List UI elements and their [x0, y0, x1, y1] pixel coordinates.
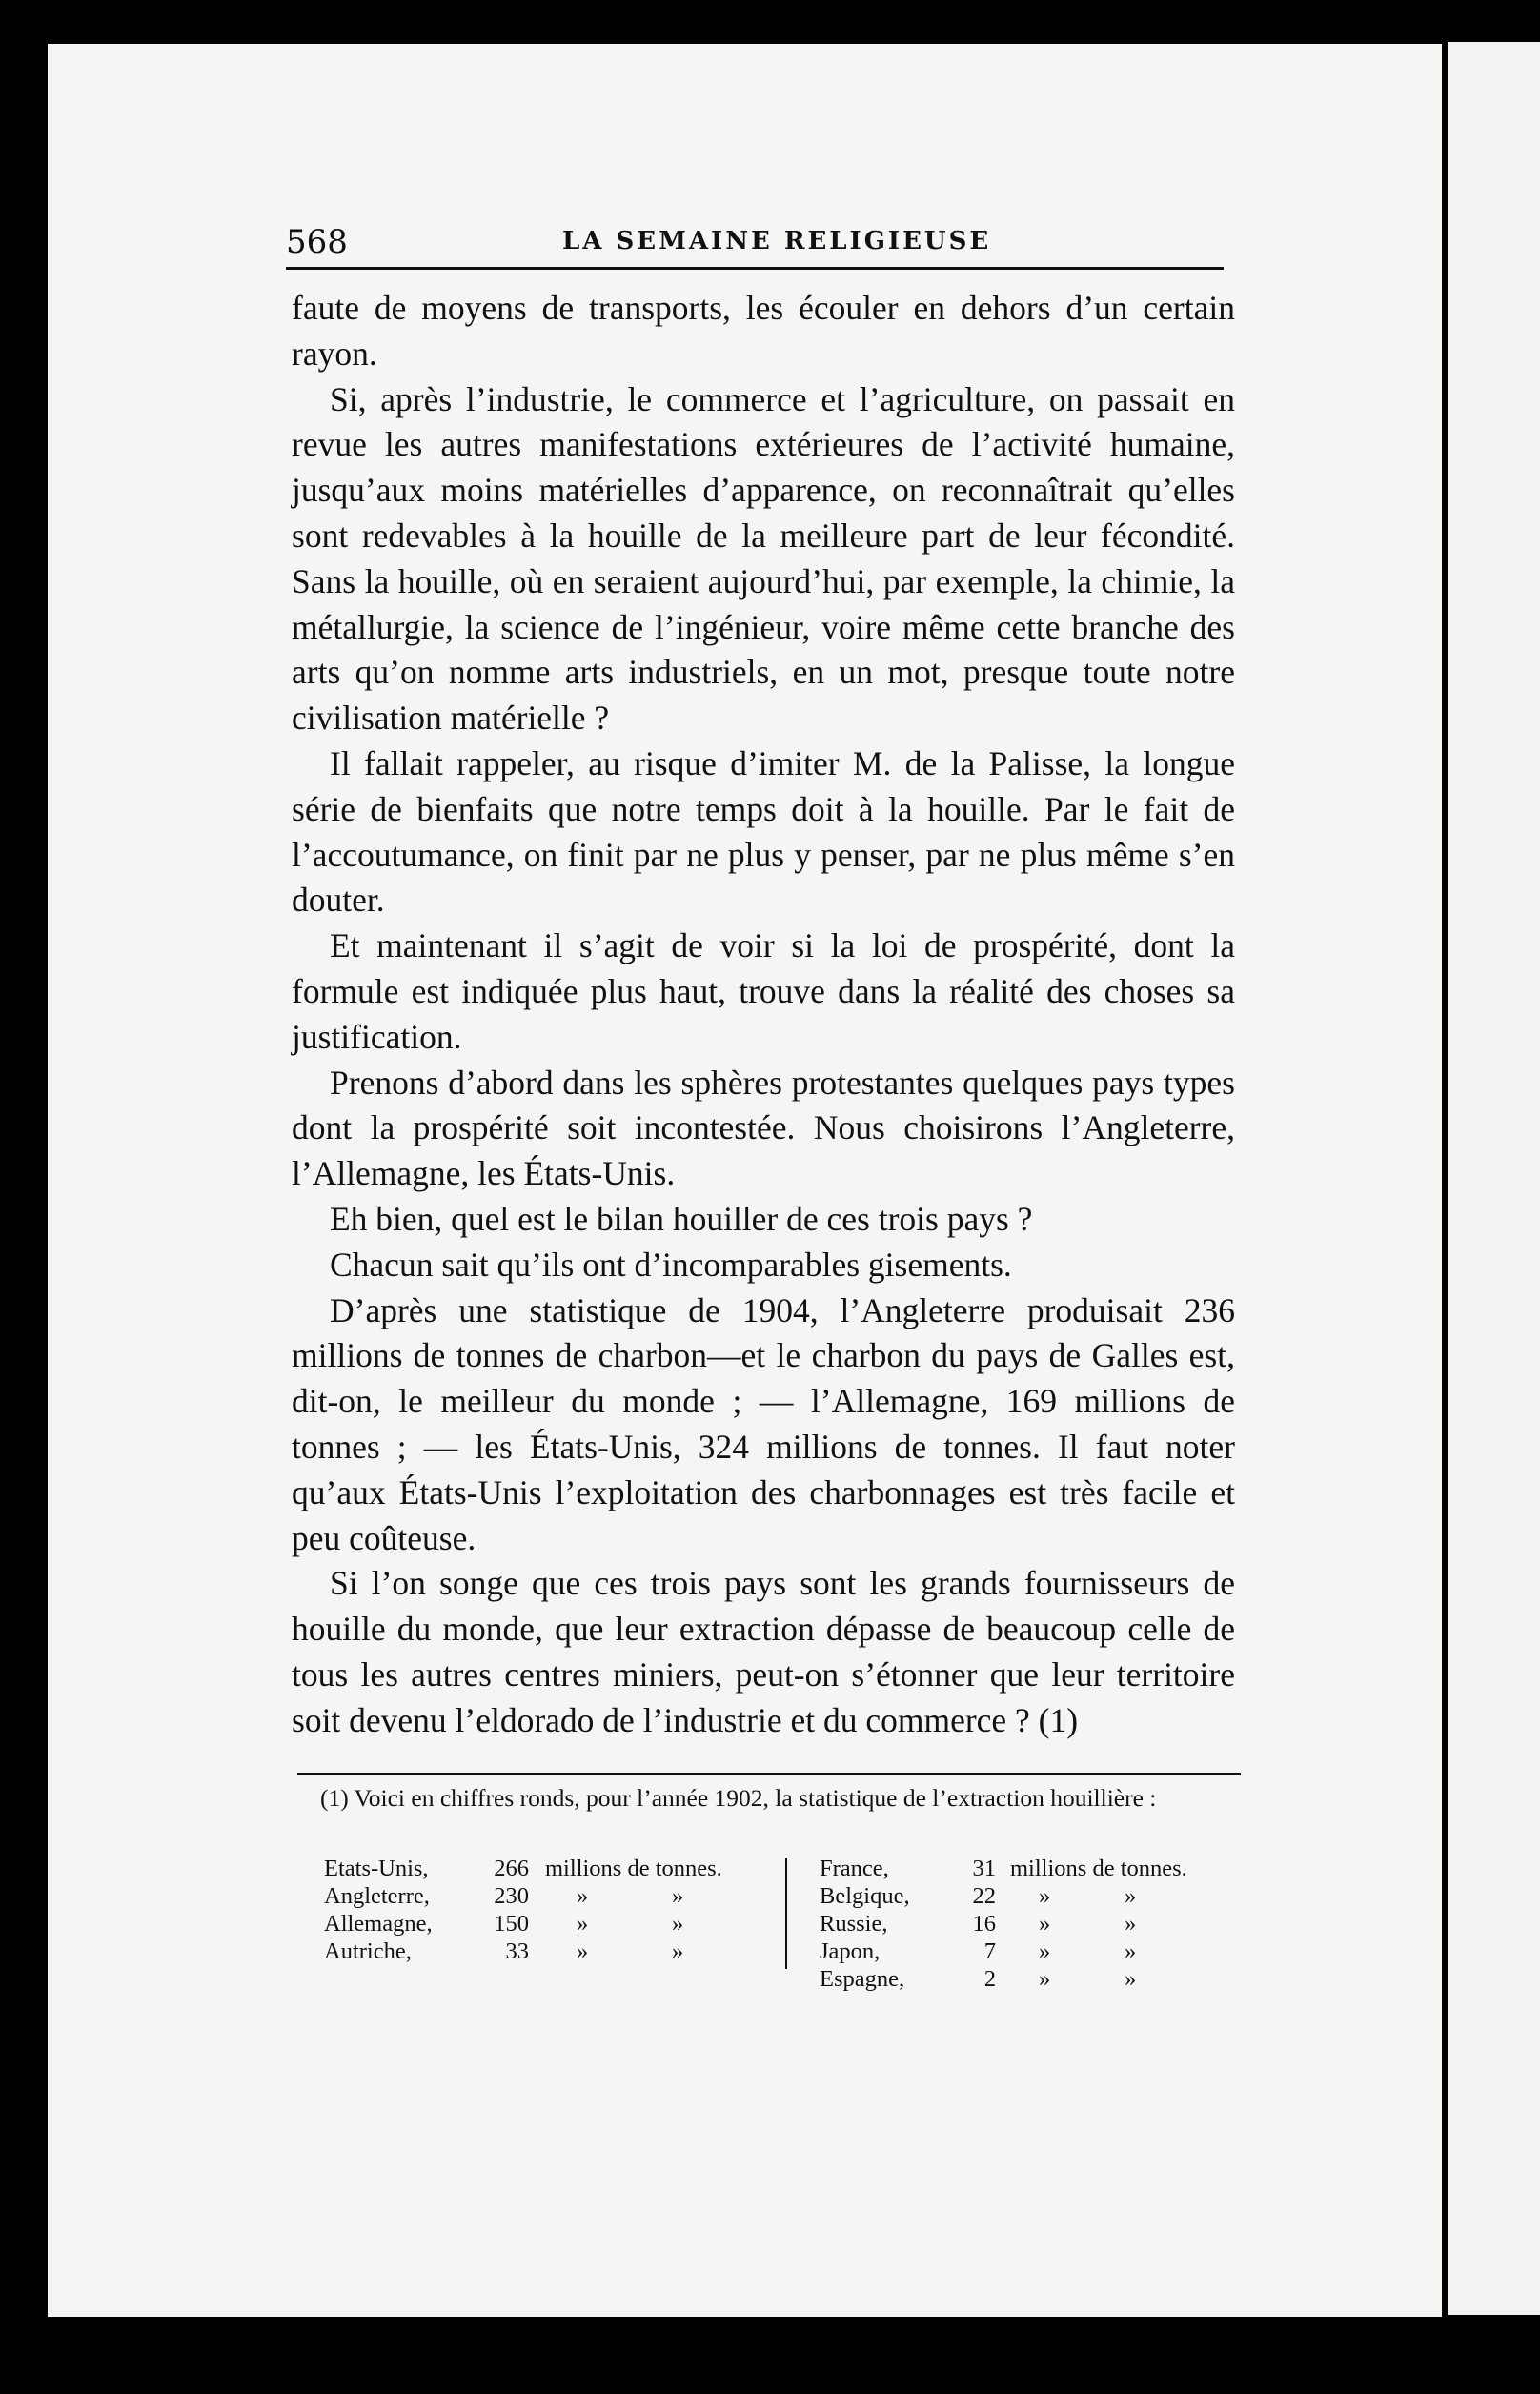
tonnage: 31: [972, 1856, 996, 1881]
footnote: [297, 1782, 1241, 1815]
stat-row: [820, 1938, 1239, 1965]
paragraph: Prenons d’abord dans les sphères protestantes quelques pays types dont la prospérité soit incontestée. Nous choisirons l’Angleterre, l’Allemagne, les États-Unis.: [292, 1063, 1235, 1193]
tonnage: 230: [494, 1883, 529, 1909]
body-text: [292, 286, 1235, 1744]
country-name: Autriche,: [324, 1938, 412, 1964]
country-name: Espagne,: [820, 1966, 905, 1992]
country-name: Belgique,: [820, 1883, 910, 1909]
tonnage: 33: [505, 1938, 529, 1964]
stat-row: [820, 1910, 1239, 1938]
stats-column-right: [820, 1855, 1239, 1993]
paragraph: faute de moyens de transports, les écouler en dehors d’un certain rayon.: [292, 289, 1235, 373]
ditto-mark: »: [577, 1911, 589, 1937]
tonnage: 7: [983, 1938, 996, 1964]
ditto-mark: »: [672, 1911, 684, 1937]
tonnage: 2: [983, 1966, 996, 1992]
tonnage: 150: [494, 1911, 529, 1937]
ditto-mark: »: [577, 1938, 589, 1964]
unit-label: millions de tonnes.: [1010, 1856, 1187, 1881]
tonnage: 16: [972, 1911, 996, 1937]
footnote-rule: [297, 1773, 1241, 1775]
ditto-mark: »: [1125, 1938, 1137, 1964]
ditto-mark: »: [1125, 1911, 1137, 1937]
running-title: LA SEMAINE RELIGIEUSE: [562, 227, 992, 255]
ditto-mark: »: [1125, 1883, 1137, 1909]
ditto-mark: »: [1039, 1911, 1051, 1937]
page-header: [286, 215, 1224, 270]
page-number: 568: [286, 223, 348, 261]
ditto-mark: »: [672, 1938, 684, 1964]
ditto-mark: »: [1039, 1883, 1051, 1909]
footnote-text: (1) Voici en chiffres ronds, pour l’année 1902, la statistique de l’extraction houillière :: [320, 1784, 1157, 1812]
ditto-mark: »: [1039, 1938, 1051, 1964]
tonnage: 266: [494, 1856, 529, 1881]
tonnage: 22: [972, 1883, 996, 1909]
stat-row: [820, 1882, 1239, 1910]
stat-row: [324, 1910, 781, 1938]
stat-row: [820, 1855, 1239, 1882]
paragraph: Chacun sait qu’ils ont d’incomparables gisements.: [330, 1245, 1012, 1284]
country-name: France,: [820, 1856, 889, 1881]
country-name: Japon,: [820, 1938, 881, 1964]
stat-row: [820, 1965, 1239, 1993]
country-name: Russie,: [820, 1911, 888, 1937]
ditto-mark: »: [672, 1883, 684, 1909]
country-name: Etats-Unis,: [324, 1856, 429, 1881]
paragraph: Si, après l’industrie, le commerce et l’agriculture, on passait en revue les autres manifestations extérieures de l’activité humaine, jusqu’aux moins matérielles d’apparence, on reconnaîtrait qu’elles sont redevables à la houille de la meilleure part de leur fécondité. Sans la houille, où en seraient aujourd’hui, par exemple, la chimie, la métallurgie, la science de l’ingénieur, voire même cette branche des arts qu’on nomme arts industriels, en un mot, presque toute notre civilisation matérielle ?: [292, 379, 1235, 738]
paragraph: Il fallait rappeler, au risque d’imiter M. de la Palisse, la longue série de bienfaits que notre temps doit à la houille. Par le fait de l’accoutumance, on finit par ne plus y penser, par ne plus même s’en douter.: [292, 743, 1235, 920]
stat-row: [324, 1938, 781, 1965]
paragraph: Et maintenant il s’agit de voir si la loi de prospérité, dont la formule est indiquée plus haut, trouve dans la réalité des choses sa justification.: [292, 926, 1235, 1056]
country-name: Allemagne,: [324, 1911, 433, 1937]
ditto-mark: »: [1125, 1966, 1137, 1992]
unit-label: millions de tonnes.: [545, 1856, 722, 1881]
stat-row: [324, 1855, 781, 1882]
next-page-edge: [1448, 42, 1540, 2315]
country-name: Angleterre,: [324, 1883, 430, 1909]
column-divider: [785, 1858, 787, 1969]
paragraph: Si l’on songe que ces trois pays sont les grands fournisseurs de houille du monde, que leur extraction dépasse de beaucoup celle de tous les autres centres miniers, peut-on s’étonner que leur territoire soit devenu l’eldorado de l’industrie et du commerce ? (1): [292, 1564, 1235, 1739]
ditto-mark: »: [1039, 1966, 1051, 1992]
ditto-mark: »: [577, 1883, 589, 1909]
paragraph: D’après une statistique de 1904, l’Angleterre produisait 236 millions de tonnes de charbon—et le charbon du pays de Galles est, dit-on, le meilleur du monde ; — l’Allemagne, 169 millions de tonnes ; — les États-Unis, 324 millions de tonnes. Il faut noter qu’aux États-Unis l’exploitation des charbonnages est très facile et peu coûteuse.: [292, 1290, 1235, 1557]
paragraph: Eh bien, quel est le bilan houiller de ces trois pays ?: [330, 1199, 1033, 1238]
stat-row: [324, 1882, 781, 1910]
stats-column-left: [324, 1855, 781, 1965]
